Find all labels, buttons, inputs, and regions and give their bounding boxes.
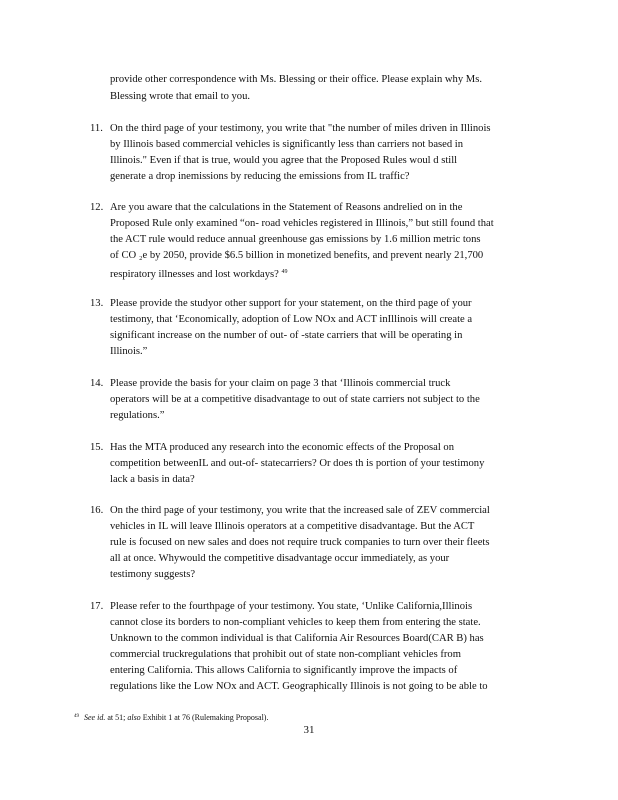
question-number: 16.: [90, 505, 104, 516]
footnote-also: also: [127, 713, 141, 722]
question-line: entering California. This allows California to significantly improve the impacts of: [110, 665, 458, 676]
question-line: all at once. Whywould the competitive disadvantage occur immediately, as your: [110, 553, 450, 564]
question-line-text: respiratory illnesses and lost workdays?: [110, 269, 279, 280]
question-line: the ACT rule would reduce annual greenhouse gas emissions by 1.6 million metric tons: [110, 234, 481, 245]
footnote: [74, 712, 268, 723]
question-line: vehicles in IL will leave Illinois operators at a competitive disadvantage. But the ACT: [110, 521, 475, 532]
footnote-see: See: [84, 713, 96, 722]
question-number: 14.: [90, 378, 104, 389]
question-line: Illinois.”: [110, 346, 148, 357]
question-line: On the third page of your testimony, you write that the increased sale of ZEV commercial: [110, 505, 490, 516]
question-line: competition betweenIL and out-of- statecarriers? Or does th is portion of your testimony: [110, 458, 485, 469]
question-number: 12.: [90, 202, 104, 213]
question-line: significant increase on the number of out- of -state carriers that will be operating in: [110, 330, 463, 341]
footnote-id: id.: [97, 713, 106, 722]
footnote-text-2: Exhibit 1 at 76 (Rulemaking Proposal).: [142, 713, 269, 722]
question-line: Unknown to the common individual is that California Air Resources Board(CAR B) has: [110, 633, 484, 644]
question-line: generate a drop inemissions by reducing the emissions from IL traffic?: [110, 171, 410, 182]
footnote-marker: 49: [74, 714, 79, 719]
question-line: regulations like the Low NOx and ACT. Geographically Illinois is not going to be able to: [110, 681, 488, 692]
question-line: Are you aware that the calculations in the Statement of Reasons andrelied on in the: [110, 202, 463, 213]
intro-line: Blessing wrote that email to you.: [110, 91, 251, 102]
question-line: Illinois." Even if that is true, would you agree that the Proposed Rules woul d still: [110, 155, 458, 166]
question-line: Please provide the studyor other support for your statement, on the third page of your: [110, 298, 472, 309]
question-line: of CO ₂e by 2050, provide $6.5 billion in monetized benefits, and prevent nearly 21,700: [110, 250, 484, 261]
question-line: testimony, that ‘Economically, adoption of Low NOx and ACT inIllinois will create a: [110, 314, 473, 325]
question-line: Proposed Rule only examined “on- road vehicles registered in Illinois,” but still found that: [110, 218, 494, 229]
question-line: commercial truckregulations that prohibit out of state non-compliant vehicles from: [110, 649, 461, 660]
question-line: rule is focused on new sales and does not require truck companies to turn over their fleets: [110, 537, 490, 548]
question-line: Has the MTA produced any research into the economic effects of the Proposal on: [110, 442, 455, 453]
question-number: 11.: [90, 123, 103, 134]
question-line: Please provide the basis for your claim on page 3 that ‘Illinois commercial truck: [110, 378, 451, 389]
question-number: 17.: [90, 601, 104, 612]
question-line: testimony suggests?: [110, 569, 196, 580]
question-line: lack a basis in data?: [110, 474, 195, 485]
question-line: by Illinois based commercial vehicles is significantly less than carriers not based in: [110, 139, 464, 150]
footnote-reference: 49: [281, 269, 288, 275]
question-line: regulations.”: [110, 410, 165, 421]
intro-line: provide other correspondence with Ms. Blessing or their office. Please explain why Ms.: [110, 74, 482, 85]
question-line: operators will be at a competitive disadvantage to out of state carriers not subject to the: [110, 394, 480, 405]
question-number: 15.: [90, 442, 104, 453]
question-line: Please refer to the fourthpage of your testimony. You state, ‘Unlike California,Illinois: [110, 601, 473, 612]
question-number: 13.: [90, 298, 104, 309]
question-line: cannot close its borders to non-compliant vehicles to keep them from entering the state.: [110, 617, 481, 628]
question-line: On the third page of your testimony, you write that "the number of miles driven in Illinois: [110, 123, 491, 134]
page-number: 31: [303, 724, 315, 736]
footnote-text-1: at 51;: [107, 713, 126, 722]
question-line: [110, 264, 288, 283]
